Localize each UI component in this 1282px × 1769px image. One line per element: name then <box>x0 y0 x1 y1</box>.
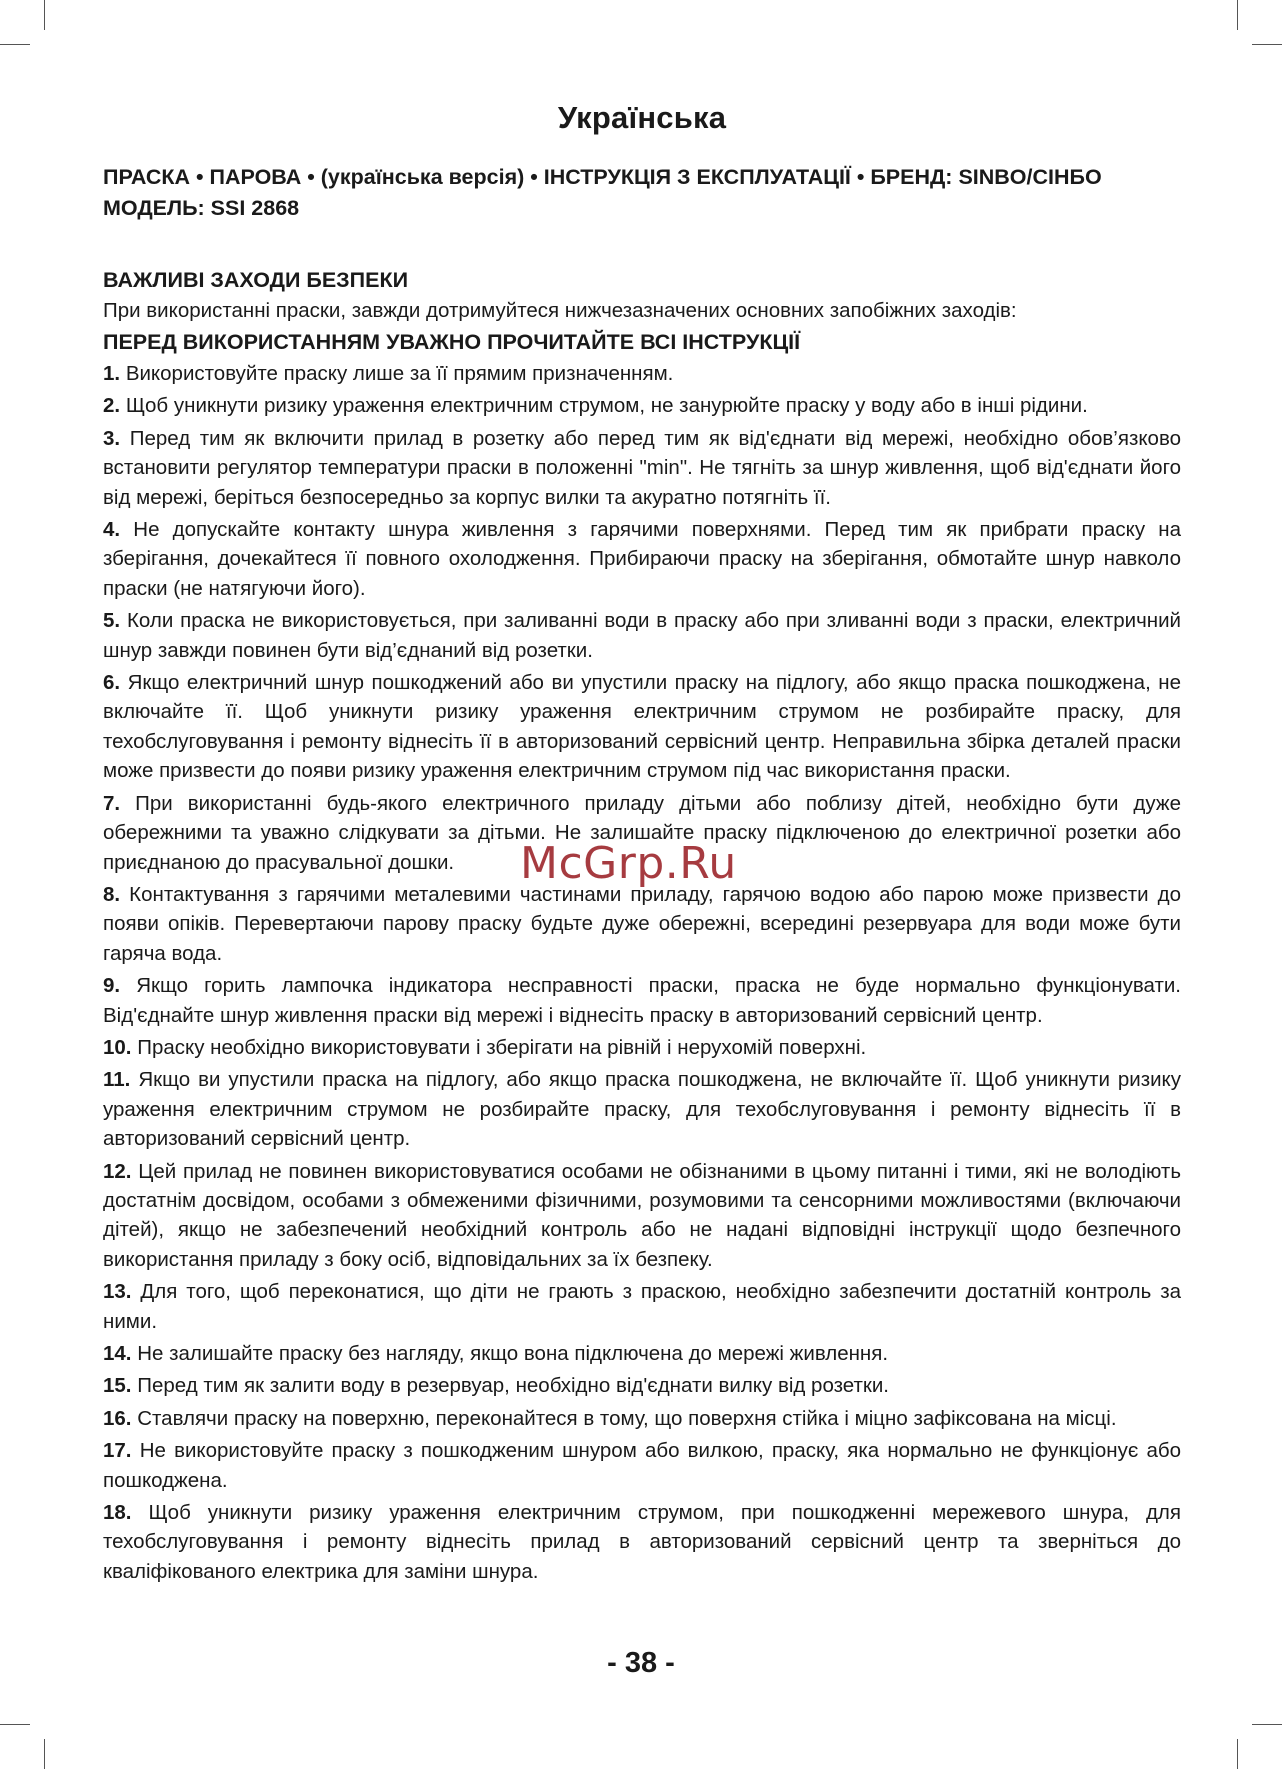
instruction-text: Щоб уникнути ризику ураження електричним струмом, не занурюйте праску у воду або в інші рідини. <box>125 394 1088 418</box>
instruction-number: 13. <box>103 1280 132 1304</box>
instruction-number: 5. <box>103 609 121 633</box>
safety-instruction-item <box>103 971 1181 1030</box>
safety-instruction-item <box>103 424 1181 512</box>
crop-mark-top-left-horizontal <box>0 44 30 45</box>
instruction-number: 18. <box>103 1501 132 1525</box>
crop-mark-top-left-vertical <box>44 0 45 30</box>
instruction-number: 1. <box>103 362 121 385</box>
safety-instruction-item <box>103 668 1181 786</box>
safety-instruction-item <box>103 1033 1181 1062</box>
instruction-text: Для того, щоб переконатися, що діти не грають з праскою, необхідно забезпечити достатній контроль за ними. <box>103 1280 1181 1333</box>
crop-mark-bottom-right-vertical <box>1237 1739 1238 1769</box>
safety-instruction-item <box>103 1277 1181 1336</box>
instruction-text: При використанні будь-якого електричного приладу дітьми або поблизу дітей, необхідно бути дуже обережними та уважно слідкувати за дітьми. Не залишайте праску підключеною до електричної розетки або приєднаною до прасувальної дошки. <box>103 791 1181 874</box>
instruction-number: 4. <box>103 518 121 542</box>
safety-intro: При використанні праски, завжди дотримуйтеся нижчезазначених основних запобіжних заходів: <box>103 299 1017 322</box>
product-line: ПРАСКА • ПАРОВА • (українська версія) • ІНСТРУКЦІЯ З ЕКСПЛУАТАЦІЇ • БРЕНД: SINBO/CІНБО <box>103 165 1102 189</box>
instruction-text: Не допускайте контакту шнура живлення з гарячими поверхнями. Перед тим як прибрати праску на зберігання, дочекайтеся її повного охолодження. Прибираючи праску на зберігання, обмотайте шнур навколо праски (не натягуючи його). <box>103 518 1182 600</box>
safety-instruction-item <box>103 1065 1181 1153</box>
instruction-text: Щоб уникнути ризику ураження електричним струмом, при пошкодженні мережевого шнура, для техобслуговування і ремонту віднесіть прилад в авторизований сервісний центр та зверніться до кваліфікованого електрика для заміни шнура. <box>103 1501 1181 1583</box>
safety-instruction-item <box>103 606 1181 665</box>
instruction-number: 2. <box>103 394 121 418</box>
instruction-number: 6. <box>103 671 121 695</box>
instruction-text: Не залишайте праску без нагляду, якщо вона підключена до мережі живлення. <box>137 1342 889 1365</box>
crop-mark-bottom-left-vertical <box>44 1739 45 1769</box>
safety-instruction-item <box>103 1339 1181 1368</box>
safety-instruction-item <box>103 391 1181 420</box>
crop-mark-top-right-horizontal <box>1252 44 1282 45</box>
instruction-text: Контактування з гарячими металевими частинами приладу, гарячою водою або парою може призвести до появи опіків. Перевертаючи парову праску будьте дуже обережні, всередині резервуара для води може бути гаряча вода. <box>103 882 1181 965</box>
instruction-number: 12. <box>103 1159 132 1183</box>
page-number: - 38 - <box>607 1647 675 1679</box>
instruction-number: 16. <box>103 1406 132 1430</box>
instruction-text: Якщо електричний шнур пошкоджений або ви упустили праску на підлогу, або якщо праска пошкоджена, не включайте її. Щоб уникнути ризику ураження електричним струмом не розбирайте праску, для техобслуговування і ремонту віднесіть її в авторизований сервісний центр. Неправильна збірка деталей праски може призвести до появи ризику ураження електричним струмом під час використання праски. <box>103 671 1181 783</box>
instruction-text: Ставлячи праску на поверхню, переконайтеся в тому, що поверхня стійка і міцно зафіксована на місці. <box>137 1406 1117 1430</box>
safety-instruction-item <box>103 789 1181 877</box>
instruction-text: Перед тим як залити воду в резервуар, необхідно від'єднати вилку від розетки. <box>137 1374 890 1398</box>
instruction-number: 15. <box>103 1374 132 1398</box>
instruction-text: Використовуйте праску лише за її прямим призначенням. <box>125 362 674 385</box>
safety-instruction-item <box>103 359 1181 388</box>
safety-section-title: ВАЖЛИВІ ЗАХОДИ БЕЗПЕКИ <box>103 268 409 292</box>
instruction-number: 3. <box>103 426 121 450</box>
language-title: Українська <box>557 100 727 135</box>
crop-mark-top-right-vertical <box>1237 0 1238 30</box>
model-line: МОДЕЛЬ: SSI 2868 <box>103 196 300 220</box>
instruction-number: 8. <box>103 882 121 906</box>
safety-instruction-item <box>103 1436 1181 1495</box>
safety-instructions-list <box>103 359 1181 1586</box>
instruction-text: Праску необхідно використовувати і зберігати на рівній і нерухомій поверхні. <box>137 1035 867 1059</box>
safety-instruction-item <box>103 1371 1181 1400</box>
instruction-number: 14. <box>103 1342 132 1365</box>
safety-instruction-item <box>103 1404 1181 1433</box>
read-instructions-warning: ПЕРЕД ВИКОРИСТАННЯМ УВАЖНО ПРОЧИТАЙТЕ ВСІ ІНСТРУКЦІЇ <box>103 330 801 354</box>
instruction-text: Перед тим як включити прилад в розетку або перед тим як від'єднати від мережі, необхідно обов’язково встановити регулятор температури праски в положенні "min". Не тягніть за шнур живлення, щоб від'єднати його від мережі, беріться безпосередньо за корпус вилки та акуратно потягніть її. <box>103 426 1182 509</box>
safety-instruction-item <box>103 515 1181 603</box>
instruction-number: 7. <box>103 791 121 815</box>
instruction-text: Коли праска не використовується, при заливанні води в праску або при зливанні води з праски, електричний шнур завжди повинен бути від’єднаний від розетки. <box>103 609 1181 662</box>
watermark: McGrp.Ru <box>520 838 737 889</box>
crop-mark-bottom-right-horizontal <box>1252 1724 1282 1725</box>
safety-instruction-item <box>103 1157 1181 1275</box>
instruction-number: 10. <box>103 1035 132 1059</box>
safety-instruction-item <box>103 1498 1181 1586</box>
instruction-text: Цей прилад не повинен використовуватися особами не обізнаними в цьому питанні і тими, які не володіють достатнім досвідом, особами з обмеженими фізичними, розумовими та сенсорними можливостями (включаючи дітей), якщо не забезпечений необхідний контроль або не надані відповідні інструкції щодо безпечного використання приладу з боку осіб, відповідальних за їх безпеку. <box>103 1159 1181 1271</box>
instruction-text: Якщо ви упустили праска на підлогу, або якщо праска пошкоджена, не включайте її. Щоб уникнути ризику ураження електричним струмом не розбирайте праску, для техобслуговування і ремонту віднесіть її в авторизований сервісний центр. <box>103 1068 1181 1151</box>
instruction-number: 9. <box>103 974 121 998</box>
manual-page <box>103 100 1181 1589</box>
instruction-text: Якщо горить лампочка індикатора несправності праски, праска не буде нормально функціонувати. Від'єднайте шнур живлення праски від мережі і віднесіть праску в авторизований сервісний центр. <box>103 974 1181 1027</box>
crop-mark-bottom-left-horizontal <box>0 1724 30 1725</box>
instruction-number: 17. <box>103 1439 132 1463</box>
safety-instruction-item <box>103 880 1181 968</box>
instruction-text: Не використовуйте праску з пошкодженим шнуром або вилкою, праску, яка нормально не функціонує або пошкоджена. <box>103 1439 1181 1492</box>
instruction-number: 11. <box>103 1068 131 1092</box>
